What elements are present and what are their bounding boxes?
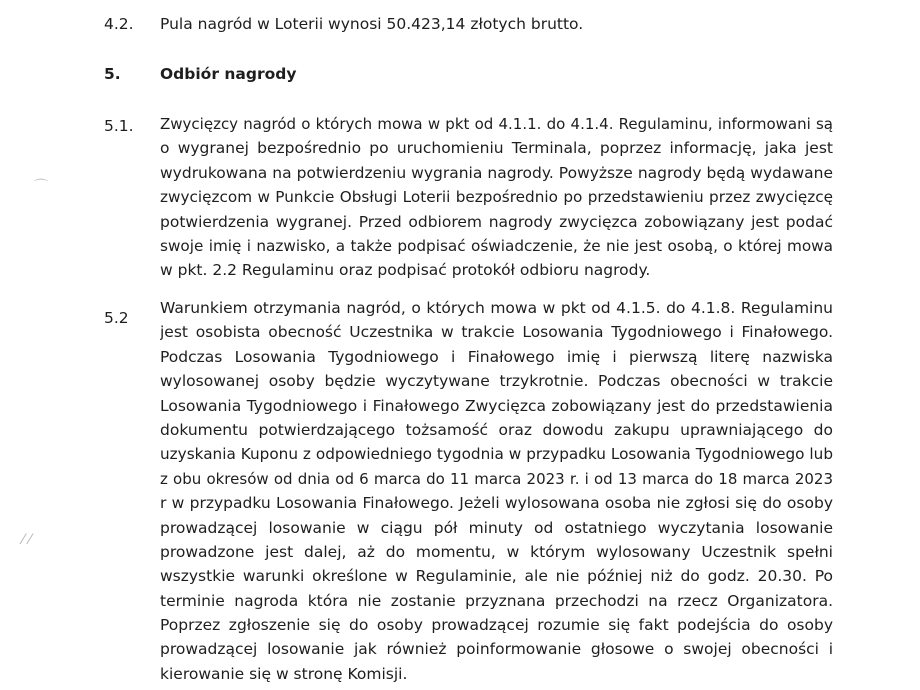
paragraph-line: wylosowanej osoby będzie wyczytywane trzykrotnie. Podczas obecności w trakcie	[160, 372, 833, 391]
scan-mark-lower: ⁄ ⁄	[22, 532, 32, 548]
paragraph-line: jest osobista obecność Uczestnika w trakcie Losowania Tygodniowego i Finałowego.	[160, 323, 833, 342]
scan-mark-upper: ⌒	[34, 179, 48, 195]
section-5-2-number: 5.2	[104, 309, 129, 327]
section-4-2-number: 4.2.	[104, 15, 134, 33]
section-5-title-text: Odbiór nagrody	[160, 65, 297, 83]
paragraph-line: potwierdzenia wygranej. Przed odbiorem nagrody zwycięzca zobowiązany jest podać	[160, 212, 833, 231]
paragraph-line: swoje imię i nazwisko, a także podpisać oświadczenie, że nie jest osobą, o której mowa	[160, 236, 833, 255]
section-4-2-text	[160, 12, 833, 36]
section-5-1-number: 5.1.	[104, 117, 134, 135]
section-5-2-paragraph	[160, 296, 833, 686]
paragraph-line: kierowanie się w stronę Komisji.	[160, 664, 408, 683]
paragraph-line: Podczas Losowania Tygodniowego i Finałowego imię i pierwszą literę nazwiska	[160, 347, 833, 366]
paragraph-line: uzyskania Kuponu z odpowiedniego tygodnia w przypadku Losowania Tygodniowego lub	[160, 445, 833, 464]
paragraph-line: Poprzez zgłoszenie się do osoby prowadzącej rozumie się fakt podejścia do osoby	[160, 616, 833, 635]
paragraph-line: prowadzone jest dalej, aż do momentu, w którym wylosowany Uczestnik spełni	[160, 542, 833, 561]
paragraph-line: z obu okresów od dnia od 6 marca do 11 marca 2023 r. i od 13 marca do 18 marca 2023	[160, 469, 833, 488]
paragraph-line: w pkt. 2.2 Regulaminu oraz podpisać protokół odbioru nagrody.	[160, 261, 651, 280]
paragraph-line: wszystkie warunki określone w Regulaminie, ale nie później niż do godz. 20.30. Po	[160, 567, 833, 586]
paragraph-line: Warunkiem otrzymania nagród, o których mowa w pkt od 4.1.5. do 4.1.8. Regulaminu	[160, 299, 833, 317]
paragraph-line: prowadzącej losowanie w ciągu pół minuty od ostatniego wyczytania losowanie	[160, 518, 833, 537]
paragraph-line: prowadzącej losowanie jak również poinformowanie głosowe o swojej obecności i	[160, 640, 833, 659]
paragraph-line: zwycięzcom w Punkcie Obsługi Loterii bezpośrednio po przedstawieniu przez zwycięzcę	[160, 188, 833, 207]
paragraph-line: r w przypadku Losowania Finałowego. Jeżeli wylosowana osoba nie zgłosi się do osoby	[160, 494, 833, 513]
section-5-1-paragraph	[160, 112, 833, 283]
paragraph-line: wydrukowana na potwierdzeniu wygrania nagrody. Powyższe nagrody będą wydawane	[160, 163, 833, 182]
section-5-title	[160, 62, 833, 86]
paragraph-line: o wygranej bezpośrednio po uruchomieniu Terminala, poprzez informację, jaka jest	[160, 139, 833, 158]
paragraph-line: Losowania Tygodniowego i Finałowego Zwycięzca zobowiązany jest do przedstawienia	[160, 396, 833, 415]
paragraph-line: terminie nagroda która nie zostanie przyznana przechodzi na rzecz Organizatora.	[160, 591, 833, 610]
paragraph-line: dokumentu potwierdzającego tożsamość oraz dowodu zakupu uprawniającego do	[160, 420, 833, 439]
section-5-number: 5.	[104, 65, 121, 83]
section-4-2-line: Pula nagród w Loterii wynosi 50.423,14 złotych brutto.	[160, 15, 584, 33]
paragraph-line: Zwycięzcy nagród o których mowa w pkt od 4.1.1. do 4.1.4. Regulaminu, informowani są	[160, 115, 833, 133]
